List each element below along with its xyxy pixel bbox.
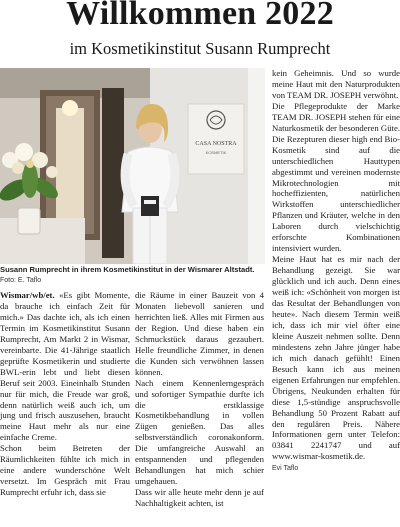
wall-sign-sub: KOSMETIK: [205, 150, 227, 155]
article-column-2: [135, 290, 264, 509]
wall-sign-title: CASA NOSTRA: [195, 141, 237, 147]
paragraph: Schon beim Betreten der Räumlichkeiten fühlte ich mich in eine andere wunderschöne Welt versetzt. Im Gespräch mit Frau Rumprecht erfuhr ich, dass sie: [0, 443, 130, 498]
body-text: «Es gibt Momente, da brauche ich einfach Zeit für mich.» Das dachte ich, als ich einen Termin im Kosmetikinstitut Susann Rumprecht, Am Markt 2 in Wismar, vereinbarte. Die 41-Jährige staatlich geprüfte Kosmetikerin und studierte BWL-erin lebt und liebt diesen Beruf seit 2003. Eineinhalb Stunden nur für mich, die Freude war groß, denn natürlich weiß auch ich, um jung und frisch auszusehen, braucht meine Haut mehr als nur eine einfache Creme.: [0, 290, 130, 443]
paragraph: Nach einem Kennenlerngespräch und sofortiger Sympathie durfte ich die erstklassige Kosmetikbehandlung in vollen Zügen genießen. Das alles selbstverständlich coronakonform. Die umfangreiche Auswahl an entspannenden und pflegenden Behandlungen hat mich schier umgehauen.: [135, 377, 264, 487]
paragraph: [0, 290, 130, 443]
headline: Willkommen 2022: [66, 0, 334, 32]
article-photo: [0, 68, 265, 264]
paragraph: Dass wir alle heute mehr denn je auf Nachhaltigkeit achten, ist: [135, 487, 264, 509]
photo-caption: Susann Rumprecht in ihrem Kosmetikinstitut in der Wismarer Altstadt.: [0, 265, 255, 274]
paragraph: kein Geheimnis. Und so wurde meine Haut mit den Naturprodukten von TEAM DR. JOSEPH verwöhnt.: [272, 68, 400, 100]
subheadline: im Kosmetikinstitut Susann Rumprecht: [69, 39, 331, 58]
dateline: Wismar/wb/et.: [0, 290, 55, 300]
paragraph: Die Pflegeprodukte der Marke TEAM DR. JOSEPH stehen für eine Naturkosmetik der besonderen Güte. Die Rezepturen dieser high end Bio-Kosmetik sind auf die unterschiedlichen Hauttypen abgestimmt und vereinen modernste Mikrotechnologien mit hocheffizienten, natürlichen Wirkstoffen unterschiedlicher Pflanzen und Kräuter, welche in den Laboren durch vielschichtig erforschte Kombinationen intensiviert wurden.: [272, 100, 400, 254]
author-byline: [272, 462, 400, 475]
photo-illustration: [0, 68, 265, 264]
paragraph: die Räume in einer Bauzeit von 4 Monaten liebevoll sanieren und herrichten ließ. Alles mit Firmen aus der Region. Und diese haben ein Schmuckstück daraus gezaubert. Helle freundliche Zimmer, in denen die Kunden sich verwöhnen lassen können.: [135, 290, 264, 377]
article-column-1: [0, 290, 130, 498]
paragraph: Meine Haut hat es mir nach der Behandlung gezeigt. Sie war glücklich und ich auch. Denn eines weiß ich: «Schönheit von morgen ist das Resultat der Behandlungen von heute». Nach diesem Termin weiß ich, dass ich mir viel öfter eine kleine Auszeit nehmen sollte. Denn mindestens zehn Jahre jünger habe ich mich danach gefühlt! Einen Besuch kann ich aus meinen eigenen Erfahrungen nur empfehlen. Übrigens, Neukunden erhalten für diese 1,5-stündige anspruchsvolle Behandlung 50 Prozent Rabatt auf den regulären Preis. Nähere Informationen gern unter Telefon: 03841 2241747 und auf www.wismar-kosmetik.de.: [272, 254, 400, 462]
article-column-3: [272, 68, 400, 475]
author-name: Evi Taflo: [272, 465, 299, 473]
photo-credit: Foto: E. Taflo: [0, 277, 42, 284]
